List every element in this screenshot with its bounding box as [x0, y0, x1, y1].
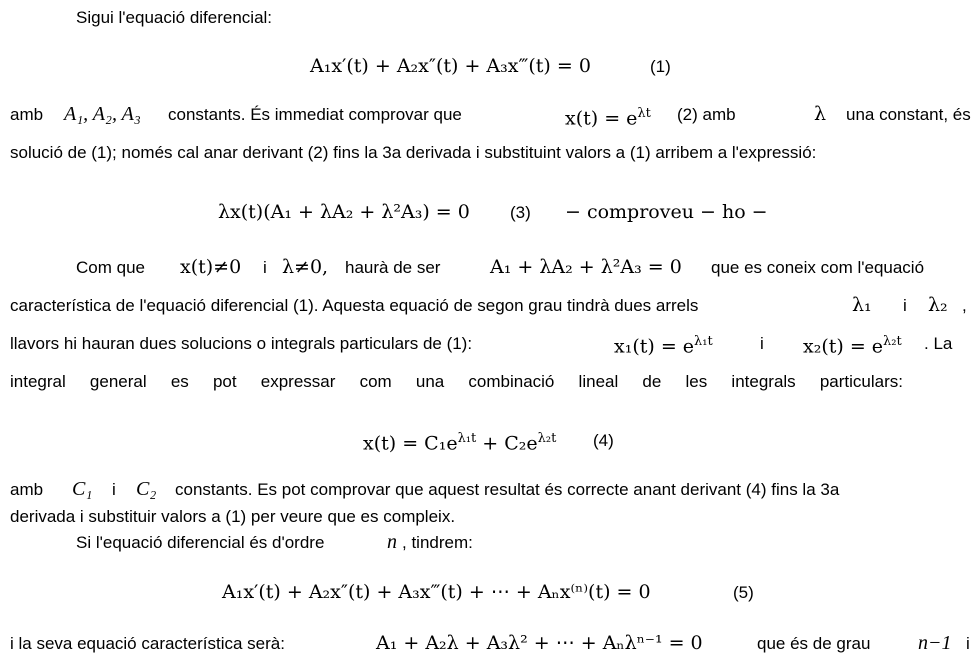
p3-i-3: i: [760, 334, 764, 353]
equation-1: A₁x′(t) + A₂x″(t) + A₃x‴(t) = 0: [310, 55, 591, 77]
p4-i: i: [112, 480, 116, 499]
p3-line-3: llavors hi hauran dues solucions o integrals particulars de (1):: [10, 334, 473, 353]
equation-3-number: (3): [510, 203, 531, 222]
p3-i-2: i: [903, 296, 907, 315]
p3-x1-solution: $x_1(t) = e^{\lambda_1t}$: [614, 334, 713, 358]
p3-lambda-1: λ₁: [852, 294, 872, 316]
p3-la: . La: [924, 334, 953, 353]
p5-n: n: [387, 531, 397, 553]
equation-3-note: − comproveu − ho −: [565, 201, 768, 223]
p6-text-1: i la seva equació característica serà:: [10, 634, 285, 653]
p6-degree: n−1: [918, 632, 952, 654]
p2-text-2: (2) amb: [677, 105, 736, 124]
p3-lambda-not-zero: λ≠0,: [282, 256, 329, 278]
p5-text-1: Si l'equació diferencial és d'ordre: [76, 533, 325, 552]
p3-text-coneix: que es coneix com l'equació: [711, 258, 925, 277]
p4-line-2: derivada i substituir valors a (1) per veure que es compleix.: [10, 507, 456, 526]
equation-4: $x(t) = C_1e^{\lambda_1t} + C_2e^{\lambda_2t}$: [363, 431, 557, 455]
p6-i: i: [966, 634, 970, 653]
p4-c1: C₁: [72, 478, 93, 500]
intro-text: Sigui l'equació diferencial:: [76, 8, 273, 27]
equation-1-number: (1): [650, 57, 671, 76]
p3-lambda-2: λ₂: [928, 294, 948, 316]
p6-characteristic-eq: A₁ + A₂λ + A₃λ² + ⋯ + Aₙλⁿ⁻¹ = 0: [376, 632, 703, 654]
p3-i-1: i: [263, 258, 267, 277]
p3-haura-de-ser: haurà de ser: [345, 258, 441, 277]
p6-text-2: que és de grau: [757, 634, 871, 653]
p2-lambda: λ: [814, 103, 827, 125]
p3-line-4: integral general es pot expressar com una combinació lineal de les integrals particulars:: [10, 372, 903, 391]
p4-amb: amb: [10, 480, 44, 499]
p2-coefficients: A₁, A₂, A₃: [64, 103, 141, 125]
p3-x-not-zero: x(t)≠0: [180, 256, 242, 278]
p4-text-1: constants. Es pot comprovar que aquest resultat és correcte anant derivant (4) fins la 3a: [175, 480, 840, 499]
equation-4-number: (4): [593, 431, 614, 450]
p3-line-2: característica de l'equació diferencial (1). Aquesta equació de segon grau tindrà dues arrels: [10, 296, 699, 315]
p2-solution-expression: $x(t) = e^{\lambda t}$: [565, 106, 651, 130]
p2-line-2: solució de (1); només cal anar derivant (2) fins la 3a derivada i substituint valors a (1) arribem a l'expressió:: [10, 143, 817, 162]
p2-text-3: una constant, és: [846, 105, 971, 124]
p2-amb: amb: [10, 105, 44, 124]
p4-c2: C₂: [136, 478, 157, 500]
p2-text-1: constants. És immediat comprovar que: [168, 105, 462, 124]
equation-5-number: (5): [733, 583, 754, 602]
equation-5: A₁x′(t) + A₂x″(t) + A₃x‴(t) + ⋯ + Aₙx⁽ⁿ⁾(t) = 0: [222, 581, 651, 603]
p3-characteristic-eq: A₁ + λA₂ + λ²A₃ = 0: [490, 256, 682, 278]
p3-x2-solution: $x_2(t) = e^{\lambda_2t}$: [803, 334, 902, 358]
p5-text-2: , tindrem:: [402, 533, 473, 552]
equation-3: λx(t)(A₁ + λA₂ + λ²A₃) = 0: [218, 201, 470, 223]
p3-comma: ,: [962, 296, 967, 315]
p3-com-que: Com que: [76, 258, 145, 277]
